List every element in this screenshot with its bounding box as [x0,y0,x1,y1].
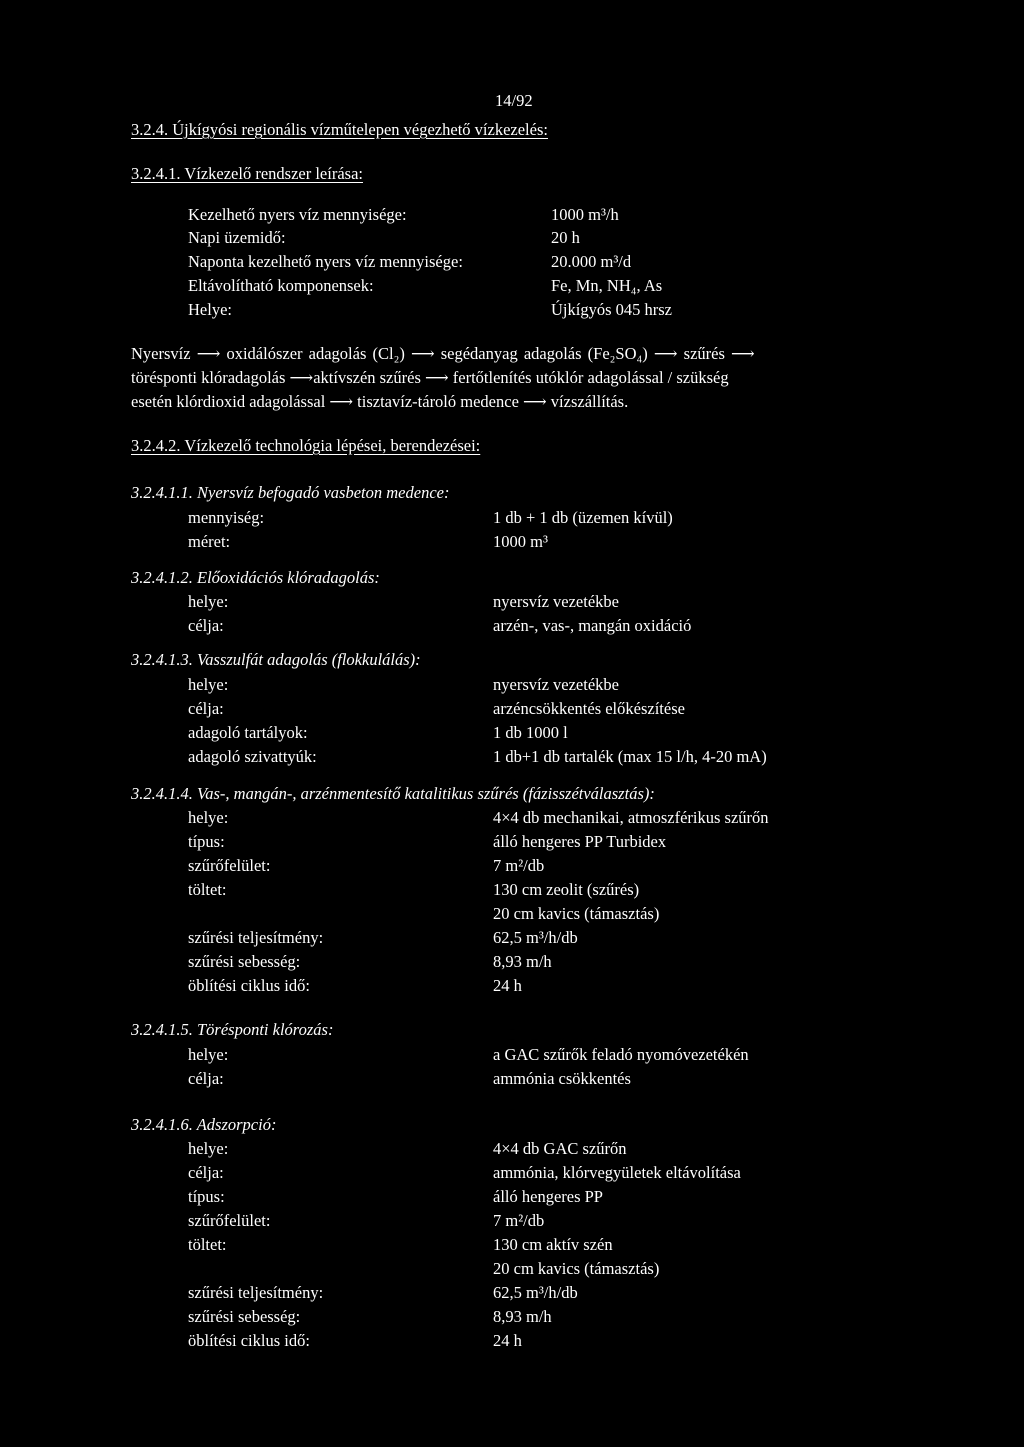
row-label: mennyiség: [188,508,265,527]
row-value: 62,5 m³/h/db [493,1283,578,1302]
section-title: 3.2.4.1.5. Törésponti klórozás: [131,1020,334,1039]
row-label: öblítési ciklus idő: [188,1331,310,1350]
row-value: 1 db+1 db tartalék (max 15 l/h, 4-20 mA) [493,747,767,766]
summary-value: 1000 m³/h [551,205,619,224]
row-label: adagoló szivattyúk: [188,747,317,766]
row-label: helye: [188,675,229,694]
row-label: helye: [188,592,229,611]
row-label: típus: [188,1187,225,1206]
summary-value: 20.000 m³/d [551,252,632,271]
summary-label: Helye: [188,300,232,319]
section-title: 3.2.4.1.2. Előoxidációs klóradagolás: [131,568,380,587]
row-label: helye: [188,808,229,827]
row-value: 1 db 1000 l [493,723,568,742]
row-label: szűrési sebesség: [188,952,301,971]
section-title: 3.2.4.1.3. Vasszulfát adagolás (flokkulálás): [131,650,421,669]
row-label: célja: [188,1163,224,1182]
row-label: típus: [188,832,225,851]
row-value: 130 cm aktív szén [493,1235,613,1254]
row-value: 62,5 m³/h/db [493,928,578,947]
row-label: célja: [188,616,224,635]
row-label: szűrési sebesség: [188,1307,301,1326]
subheading-system-description: 3.2.4.1. Vízkezelő rendszer leírása: [131,164,363,183]
row-value: a GAC szűrők feladó nyomóvezetékén [493,1045,749,1064]
row-value: ammónia, klórvegyületek eltávolítása [493,1163,741,1182]
summary-value: Fe, Mn, NH₄, As [551,276,663,295]
row-value: 7 m²/db [493,856,545,875]
row-label: adagoló tartályok: [188,723,308,742]
row-value: nyersvíz vezetékbe [493,675,619,694]
row-value: arzéncsökkentés előkészítése [493,699,685,718]
summary-label: Kezelhető nyers víz mennyisége: [188,205,407,224]
row-label: célja: [188,1069,224,1088]
section-title: 3.2.4.1.6. Adszorpció: [131,1115,277,1134]
row-value: 24 h [493,976,522,995]
row-value: ammónia csökkentés [493,1069,631,1088]
main-heading: 3.2.4. Újkígyósi regionális vízműtelepen végezhető vízkezelés: [131,120,548,139]
row-value: 130 cm zeolit (szűrés) [493,880,640,899]
row-value: 4×4 db mechanikai, atmoszférikus szűrőn [493,808,769,827]
row-value: 7 m²/db [493,1211,545,1230]
row-label: célja: [188,699,224,718]
process-line: törésponti klóradagolás ⟶aktívszén szűrés ⟶ fertőtlenítés utóklór adagolással / szükség [131,368,729,387]
row-label: szűrőfelület: [188,1211,271,1230]
row-value: 20 cm kavics (támasztás) [493,1259,660,1278]
row-value: 4×4 db GAC szűrőn [493,1139,627,1158]
row-value: 24 h [493,1331,522,1350]
subheading-technology-steps: 3.2.4.2. Vízkezelő technológia lépései, berendezései: [131,436,481,455]
row-label: szűrőfelület: [188,856,271,875]
section-title: 3.2.4.1.4. Vas-, mangán-, arzénmentesítő katalitikus szűrés (fázisszétválasztás): [131,784,655,803]
row-label: szűrési teljesítmény: [188,928,324,947]
row-label: öblítési ciklus idő: [188,976,310,995]
row-value: nyersvíz vezetékbe [493,592,619,611]
summary-value: 20 h [551,228,580,247]
row-value: arzén-, vas-, mangán oxidáció [493,616,692,635]
row-label: töltet: [188,1235,227,1254]
row-value: 20 cm kavics (támasztás) [493,904,660,923]
row-label: szűrési teljesítmény: [188,1283,324,1302]
row-label: töltet: [188,880,227,899]
process-line: Nyersvíz ⟶ oxidálószer adagolás (Cl₂) ⟶ segédanyag adagolás (Fe₂SO₄) ⟶ szűrés ⟶ [131,344,755,363]
summary-label: Napi üzemidő: [188,228,286,247]
row-label: méret: [188,532,231,551]
row-value: 1 db + 1 db (üzemen kívül) [493,508,673,527]
process-line: esetén klórdioxid adagolással ⟶ tisztavíz-tároló medence ⟶ vízszállítás. [131,392,629,411]
summary-label: Naponta kezelhető nyers víz mennyisége: [188,252,463,271]
row-value: álló hengeres PP [493,1187,603,1206]
row-value: 8,93 m/h [493,1307,552,1326]
row-label: helye: [188,1045,229,1064]
row-value: 8,93 m/h [493,952,552,971]
summary-label: Eltávolítható komponensek: [188,276,374,295]
page-number: 14/92 [495,91,533,110]
summary-value: Újkígyós 045 hrsz [551,300,672,319]
row-value: álló hengeres PP Turbidex [493,832,667,851]
row-value: 1000 m³ [493,532,548,551]
row-label: helye: [188,1139,229,1158]
section-title: 3.2.4.1.1. Nyersvíz befogadó vasbeton medence: [131,483,450,502]
